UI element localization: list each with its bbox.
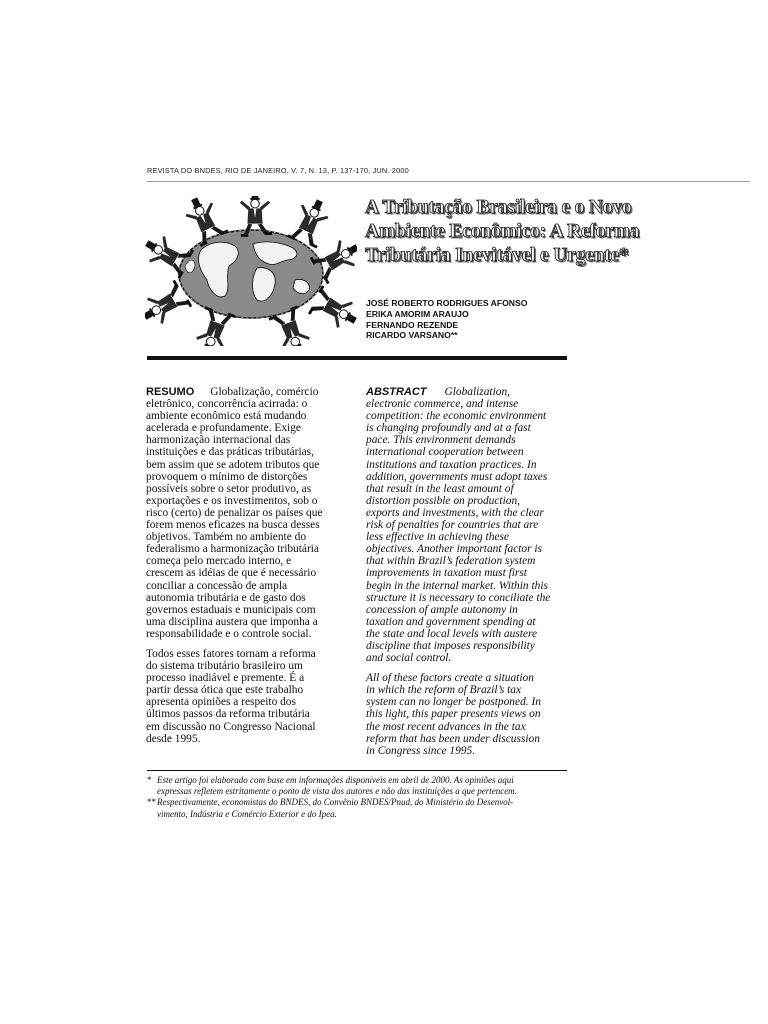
- abstract-line: risk of penalties for countries that are: [366, 519, 539, 532]
- footnote-marker: *: [147, 775, 152, 785]
- resumo-line: apresenta opiniões a respeito dos: [146, 696, 296, 709]
- resumo-line: eletrônico, concorrência acirrada: o: [146, 398, 308, 411]
- footnote-line: vimento, Indústria e Comércio Exterior e do Ipea.: [157, 808, 337, 819]
- abstract-label: ABSTRACT: [366, 386, 427, 398]
- author-name: FERNANDO REZENDE: [366, 319, 459, 330]
- abstract-line: pace. This environment demands: [366, 434, 516, 447]
- abstract-line: in which the reform of Brazil’s tax: [366, 684, 522, 697]
- abstract-line: this light, this paper presents views on: [366, 708, 541, 721]
- resumo-line: forem menos eficazes na busca desses: [146, 519, 320, 532]
- abstract-paragraph-1: [366, 386, 566, 664]
- resumo-line: objetivos. Também no ambiente do: [146, 531, 307, 544]
- abstract-line: electronic commerce, and intense: [366, 398, 519, 411]
- resumo-line: governos estaduais e municipais com: [146, 603, 316, 616]
- resumo-line: instituições e das práticas tributárias,: [146, 446, 314, 459]
- resumo-line: do sistema tributário brasileiro um: [146, 660, 303, 673]
- running-head: REVISTA DO BNDES, RIO DE JANEIRO, V. 7, N. 13, P. 137-170, JUN. 2000: [147, 166, 409, 175]
- abstract-line: addition, governments must adopt taxes: [366, 470, 548, 483]
- abstract-line: that within Brazil’s federation system: [366, 555, 536, 568]
- title-line: Ambiente Econômico: A Reforma: [365, 221, 640, 242]
- footnote-2: [147, 797, 577, 819]
- resumo-line: bem assim que se adotem tributos que: [146, 458, 320, 471]
- title-divider: [147, 356, 567, 360]
- abstract-line: objectives. Another important factor is: [366, 543, 543, 556]
- abstract-line: international cooperation between: [366, 446, 524, 459]
- abstract-line: the most recent advances in the tax: [366, 720, 526, 733]
- abstract-line: Globalization,: [444, 386, 511, 398]
- resumo-line: desde 1995.: [146, 732, 201, 745]
- header-rule: [147, 181, 750, 182]
- abstract-line: the state and local levels with austere: [366, 627, 538, 640]
- resumo-line: começa pelo mercado interno, e: [146, 555, 292, 568]
- title-line: Tributária Inevitável e Urgente*: [365, 245, 629, 266]
- abstract-paragraph-2: [366, 672, 566, 757]
- abstract-line: institutions and taxation practices. In: [366, 458, 537, 471]
- resumo-line: partir dessa ótica que este trabalho: [146, 684, 304, 697]
- resumo-column: [146, 386, 346, 745]
- resumo-line: risco (certo) de penalizar os países que: [146, 506, 323, 519]
- abstract-line: taxation and government spending at: [366, 615, 536, 628]
- footnote-line: Respectivamente, economistas do BNDES, do Convênio BNDES/Pnud, do Ministério do Desenvol-: [157, 797, 514, 808]
- resumo-paragraph-2: [146, 648, 346, 745]
- footnote-rule: [147, 770, 567, 771]
- abstract-line: is changing profoundly and at a fast: [366, 422, 531, 435]
- resumo-line: Globalização, comércio: [210, 386, 319, 398]
- abstract-line: improvements in taxation must first: [366, 567, 527, 580]
- resumo-line: provoquem o mínimo de distorções: [146, 470, 308, 483]
- resumo-line: crescem as idéias de que é necessário: [146, 567, 317, 580]
- author-name: JOSÉ ROBERTO RODRIGUES AFONSO: [366, 298, 528, 308]
- abstract-line: concession of ample autonomy in: [366, 603, 518, 616]
- resumo-line: Todos esses fatores tornam a reforma: [146, 647, 316, 660]
- abstract-line: that result in the least amount of: [366, 482, 514, 495]
- abstract-line: All of these factors create a situation: [366, 672, 534, 685]
- resumo-line: harmonização internacional das: [146, 434, 291, 447]
- resumo-line: exportações e os investimentos, sob o: [146, 494, 318, 507]
- footnote-1: [147, 775, 577, 797]
- abstract-line: distortion possible on production,: [366, 494, 520, 507]
- resumo-line: possíveis sobre o setor produtivo, as: [146, 482, 312, 495]
- resumo-line: responsabilidade e o controle social.: [146, 627, 312, 640]
- resumo-line: últimos passos da reforma tributária: [146, 708, 310, 721]
- resumo-paragraph-1: [146, 386, 346, 640]
- footnote-marker: **: [147, 797, 156, 808]
- abstract-line: in Congress since 1995.: [366, 744, 476, 757]
- abstract-line: structure it is necessary to conciliate the: [366, 591, 551, 604]
- author-list: [366, 298, 606, 341]
- abstract-line: and social control.: [366, 652, 452, 665]
- resumo-line: acelerada e profundamente. Exige: [146, 422, 301, 435]
- abstract-line: discipline that imposes responsibility: [366, 639, 535, 652]
- resumo-line: ambiente econômico está mudando: [146, 410, 307, 423]
- footnotes: [147, 775, 577, 820]
- abstract-line: reform that has been under discussion: [366, 732, 540, 745]
- abstract-column: [366, 386, 566, 757]
- title-line: A Tributação Brasileira e o Novo: [365, 197, 632, 218]
- footnote-line: Este artigo foi elaborado com base em informações disponíveis em abril de 2000. As opiniões aqui: [157, 775, 514, 785]
- resumo-line: uma disciplina austera que imponha a: [146, 615, 318, 628]
- resumo-line: processo inadiável e premente. É a: [146, 672, 305, 685]
- abstract-line: competition: the economic environment: [366, 410, 547, 423]
- author-name: ERIKA AMORIM ARAUJO: [366, 308, 469, 319]
- resumo-line: conciliar a concessão de ampla: [146, 579, 288, 592]
- resumo-line: autonomia tributária e de gasto dos: [146, 591, 306, 604]
- abstract-line: begin in the internal market. Within this: [366, 579, 548, 592]
- resumo-label: RESUMO: [146, 386, 195, 398]
- resumo-line: federalismo a harmonização tributária: [146, 543, 319, 556]
- resumo-line: em discussão no Congresso Nacional: [146, 720, 316, 733]
- abstract-line: less effective in achieving these: [366, 531, 509, 544]
- article-title: [365, 196, 665, 268]
- footnote-line: expressas refletem estritamente o ponto de vista dos autores e não das instituições a que pertencem.: [157, 786, 517, 797]
- author-name: RICARDO VARSANO**: [366, 330, 458, 341]
- globe-with-businessmen-icon: [145, 196, 357, 346]
- abstract-line: exports and investments, with the clear: [366, 506, 544, 519]
- abstract-line: system can no longer be postponed. In: [366, 696, 541, 709]
